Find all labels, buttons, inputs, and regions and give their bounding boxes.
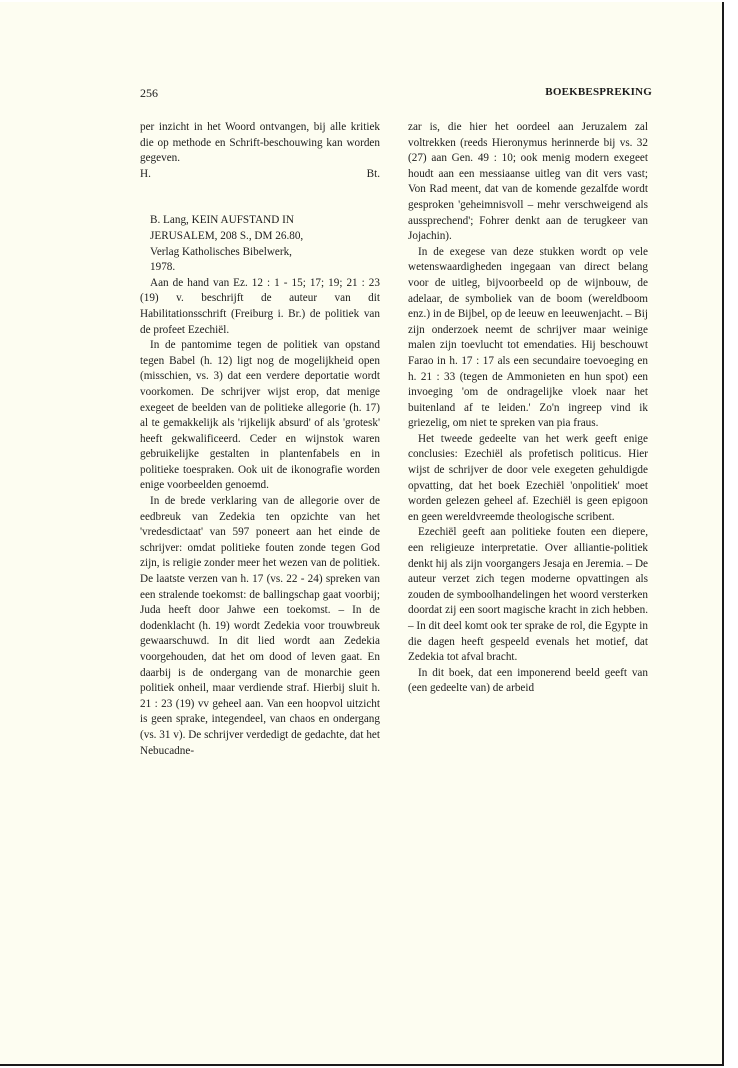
book-reference-line-4: 1978. <box>150 261 176 274</box>
book-reference-line-1: B. Lang, KEIN AUFSTAND IN <box>150 214 294 227</box>
book-page <box>0 2 724 1066</box>
left-column <box>140 120 380 759</box>
book-reference-line-2: JERUSALEM, 208 S., DM 26.80, <box>150 229 304 242</box>
running-title: BOEKBESPREKING <box>545 86 652 98</box>
paragraph: In de exegese van deze stukken wordt op vele wetenswaardigheden ingegaan van direct belang voor de uitleg, bijvoorbeeld op de wijnbouw, de adelaar, de symboliek van de boom (wereldboom enz.) in de Bijbel, op de leeuw en leeuwenjacht. – Bij zijn onderzoek neemt de schrijver maar weinige malen zijn toevlucht tot emendaties. Hij beschouwt Farao in h. 17 : 17 als een secundaire toevoeging en h. 21 : 33 (tegen de Ammonieten en hun spot) een invoeging 'om de ondragelijke vloek naar het buitenland af te leiden.' Zo'n ingreep vind ik griezelig, om niet te spreken van pia fraus. <box>408 245 648 430</box>
signature-initial-right: Bt. <box>366 167 380 180</box>
paragraph: Aan de hand van Ez. 12 : 1 - 15; 17; 19; 21 : 23 (19) v. beschrijft de auteur van dit Habilitationsschrift (Freiburg i. Br.) de politiek van de profeet Ezechiël. <box>140 276 380 336</box>
paragraph: zar is, die hier het oordeel aan Jeruzalem zal voltrekken (reeds Hieronymus herinnerde bij vs. 32 (27) aan Gen. 49 : 10; ook menig modern exegeet houdt aan een messiaanse uitleg van dit vers vast; Von Rad meent, dat van de komende gezalfde wordt gesproken 'geheimnisvoll – mehr verschweigend als aussprechend'; Fohrer denkt aan de terugkeer van Jojachin). <box>408 121 648 243</box>
paragraph: In de pantomime tegen de politiek van opstand tegen Babel (h. 12) ligt nog de mogelijkheid open (misschien, vs. 3) dat een verdere deportatie wordt voorkomen. De schrijver wijst erop, dat menige exegeet de beelden van de politieke allegorie (h. 17) al te gemakkelijk als 'rijkelijk absurd' of als 'grotesk' heeft gekwalificeerd. Ceder en wijnstok waren gebruikelijke gestalten in plantenfabels en in politieke toespraken. Ook uit de ikonografie worden enige voorbeelden genoemd. <box>140 339 380 492</box>
signature-initial-left: H. <box>140 167 151 180</box>
paragraph: In dit boek, dat een imponerend beeld geeft van (een gedeelte van) de arbeid <box>408 666 648 695</box>
page-number: 256 <box>140 86 158 100</box>
right-column <box>408 120 648 697</box>
paragraph: In de brede verklaring van de allegorie over de eedbreuk van Zedekia ten opzichte van het 'vredesdictaat' van 597 poneert aan het einde de schrijver: omdat politieke fouten zonde tegen God zijn, is religie zonder meer het wezen van de politiek. De laatste verzen van h. 17 (vs. 22 - 24) spreken van een stralende toekomst: de ballingschap gaat voorbij; Juda heeft door Jahwe een toekomst. – In de dodenklacht (h. 19) wordt Zedekia voor trouwbreuk gewaarschuwd. In dit lied wordt aan Zedekia voorgehouden, dat het om dood of leven gaat. En daarbij is de ondergang van de monarchie geen politiek onheil, maar verdiende straf. Hierbij sluit h. 21 : 23 (19) vv geheel aan. Van een hoopvol uitzicht is geen sprake, integendeel, van chaos en ondergang (vs. 31 v). De schrijver verdedigt de gedachte, dat het Nebucadne- <box>140 495 380 757</box>
paragraph: Ezechiël geeft aan politieke fouten een diepere, een religieuze interpretatie. Over alliantie-politiek denkt hij als zijn voorgangers Jesaja en Jeremia. – De auteur verzet zich tegen moderne opvattingen als zouden de symboolhandelingen het woord versterken doordat zij een soort magische kracht in zich hebben. – In dit deel komt ook ter sprake de rol, die Egypte in die dagen heeft gespeeld evenals het motief, dat Zedekia tot afval bracht. <box>408 526 648 664</box>
reviewer-signature <box>140 167 380 183</box>
paragraph: Het tweede gedeelte van het werk geeft enige conclusies: Ezechiël als profetisch politicus. Hier wijst de schrijver de door vele exegeten gehuldigde opvatting, dat het boek Ezechiël 'onpolitiek' moet worden gelezen geheel af. Ezechiël is geen epigoon en geen wereldvreemde theologische scribent. <box>408 432 648 523</box>
book-reference-line-3: Verlag Katholisches Bibelwerk, <box>150 245 292 258</box>
previous-review-ending: per inzicht in het Woord ontvangen, bij alle kritiek die op methode en Schrift-beschouwing kan worden gegeven. <box>140 121 380 165</box>
book-reference <box>140 213 380 275</box>
